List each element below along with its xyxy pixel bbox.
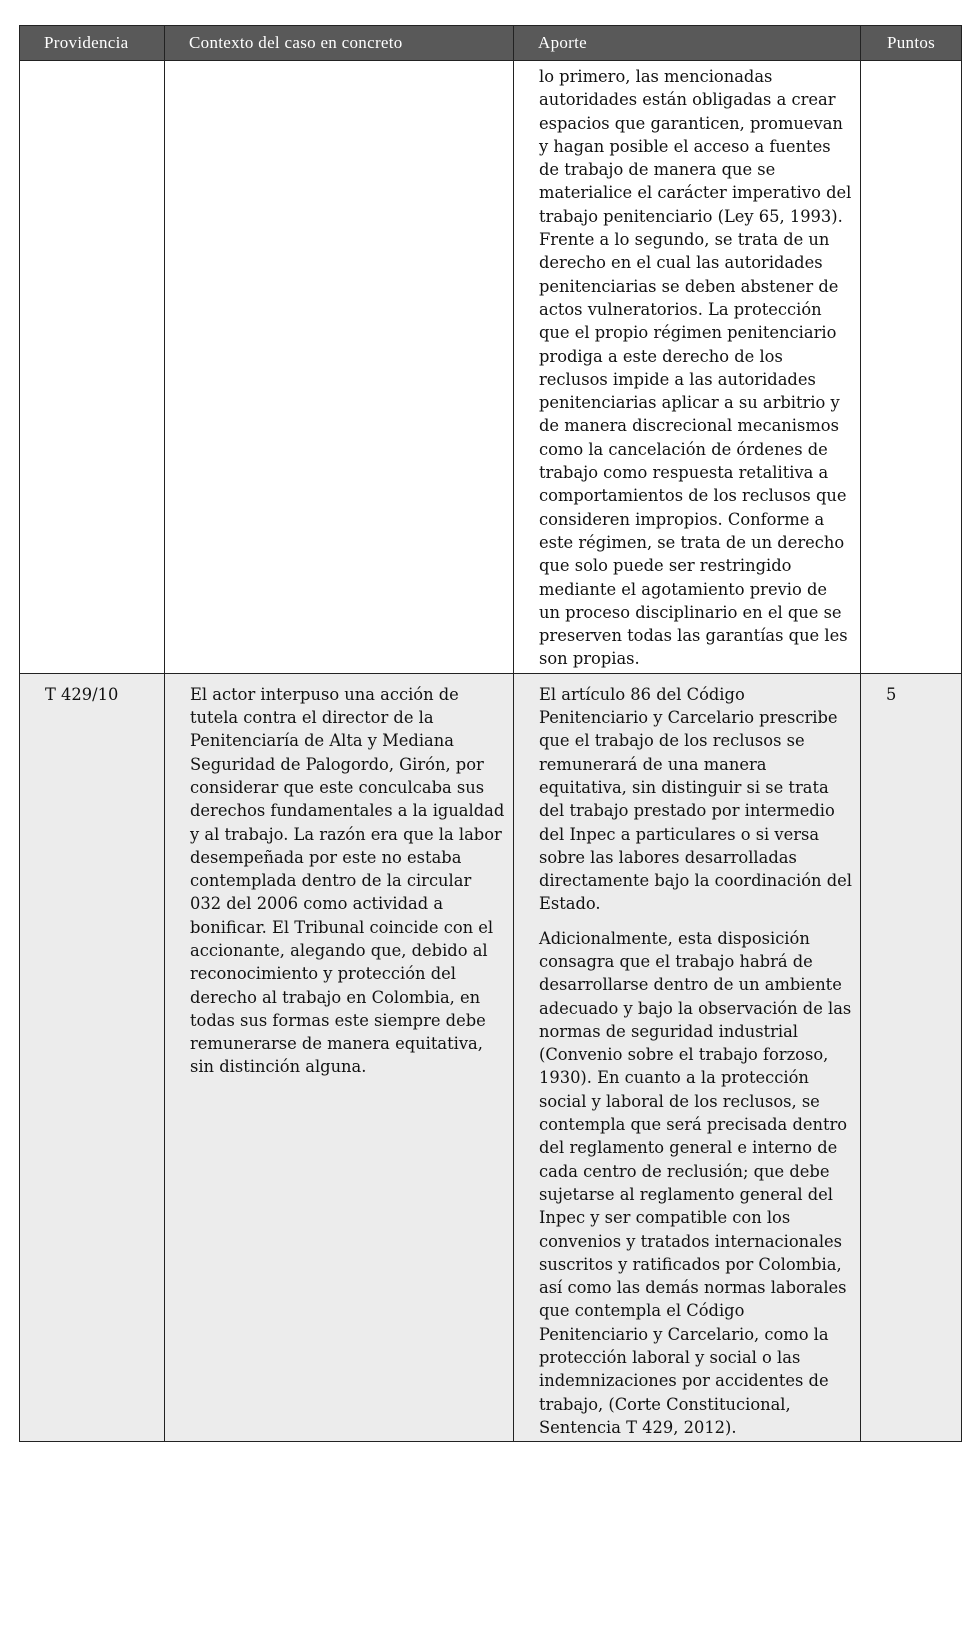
header-contexto: Contexto del caso en concreto [165,26,514,61]
table-header [20,26,962,61]
header-aporte: Aporte [514,26,861,61]
cell-contexto: El actor interpuso una acción de tutela contra el director de la Penitenciaría de Alta y Mediana Seguridad de Palogordo, Girón, por considerar que este conculcaba sus derechos fundamentales a la igualdad y al trabajo. La razón era que la labor desempeñada por este no estaba contemplada dentro de la circular 032 del 2006 como actividad a bonificar. El Tribunal coincide con el accionante, alegando que, debido al reconocimiento y protección del derecho al trabajo en Colombia, en todas sus formas este siempre debe remunerarse de manera equitativa, sin distinción alguna. [165,673,514,1442]
aporte-paragraph: lo primero, las mencionadas autoridades están obligadas a crear espacios que garanticen, promuevan y hagan posible el acceso a fuentes de trabajo de manera que se materialice el carácter imperativo del trabajo penitenciario (Ley 65, 1993). Frente a lo segundo, se trata de un derecho en el cual las autoridades penitenciarias se deben abstener de actos vulneratorios. La protección que el propio régimen penitenciario prodiga a este derecho de los reclusos impide a las autoridades penitenciarias aplicar a su arbitrio y de manera discrecional mecanismos como la cancelación de órdenes de trabajo como respuesta retalitiva a comportamientos de los reclusos que consideren impropios. Conforme a este régimen, se trata de un derecho que solo puede ser restringido mediante el agotamiento previo de un proceso disciplinario en el que se preserven todas las garantías que les son propias. [539,67,852,669]
cell-providencia: T 429/10 [20,673,165,1442]
cell-puntos [861,61,962,674]
cell-contexto [165,61,514,674]
cell-puntos: 5 [861,673,962,1442]
header-providencia: Providencia [20,26,165,61]
table-row [20,61,962,674]
cell-providencia [20,61,165,674]
aporte-paragraph: Adicionalmente, esta disposición consagra que el trabajo habrá de desarrollarse dentro de un ambiente adecuado y bajo la observación de las normas de seguridad industrial (Convenio sobre el trabajo forzoso, 1930). En cuanto a la protección social y laboral de los reclusos, se contempla que será precisada dentro del reglamento general e interno de cada centro de reclusión; que debe sujetarse al reglamento general del Inpec y ser compatible con los convenios y tratados internacionales suscritos y ratificados por Colombia, así como las demás normas laborales que contempla el Código Penitenciario y Carcelario, como la protección laboral y social o las indemnizaciones por accidentes de trabajo, (Corte Constitucional, Sentencia T 429, 2012). [539,928,852,1437]
aporte-paragraph: El artículo 86 del Código Penitenciario y Carcelario prescribe que el trabajo de los reclusos se remunerará de una manera equitativa, sin distinguir si se trata del trabajo prestado por intermedio del Inpec a particulares o si versa sobre las labores desarrolladas directamente bajo la coordinación del Estado. [539,684,852,914]
jurisprudence-table [19,25,962,1442]
header-row [20,26,962,61]
table-row [20,673,962,1442]
cell-aporte [514,61,861,674]
cell-aporte [514,673,861,1442]
header-puntos: Puntos [861,26,962,61]
